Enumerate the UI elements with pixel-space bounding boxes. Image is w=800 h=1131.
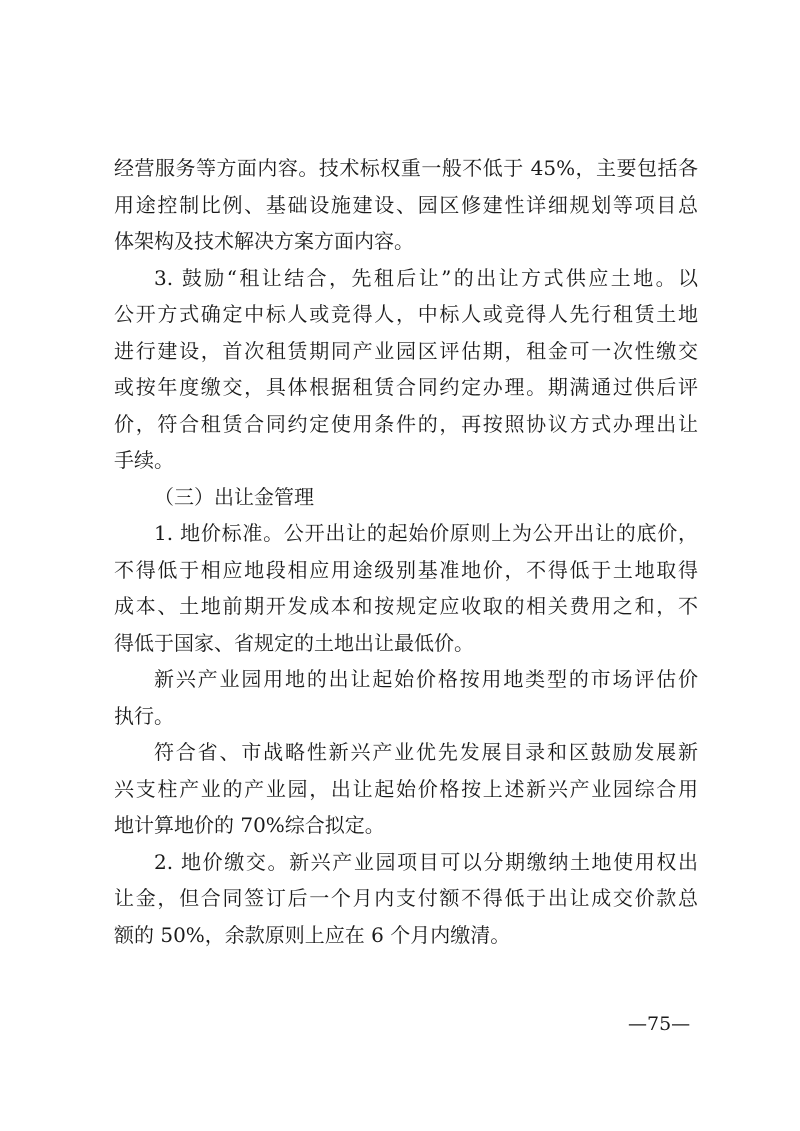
text-line: 或按年度缴交，具体根据租赁合同约定办理。期满通过供后评	[114, 375, 698, 399]
text-line: 公开方式确定中标人或竞得人，中标人或竞得人先行租赁土地	[114, 302, 698, 326]
item-1-heading-line: 1. 地价标准。公开出让的起始价原则上为公开出让的底价，	[154, 521, 698, 545]
item-3-heading-line: 3. 鼓励“租让结合，先租后让”的出让方式供应土地。以	[154, 265, 698, 290]
page-number: —75—	[628, 1013, 691, 1035]
paragraph-start-line: 新兴产业园用地的出让起始价格按用地类型的市场评估价	[154, 667, 698, 691]
text-line: 体架构及技术解决方案方面内容。	[114, 229, 414, 253]
text-line: 用途控制比例、基础设施建设、园区修建性详细规划等项目总	[114, 192, 698, 217]
text-line: 让金，但合同签订后一个月内支付额不得低于出让成交价款总	[114, 886, 698, 910]
text-line: 经营服务等方面内容。技术标权重一般不低于 45%，主要包括各	[114, 156, 698, 180]
text-line: 进行建设，首次租赁期同产业园区评估期，租金可一次性缴交	[114, 338, 698, 363]
document-body	[114, 150, 698, 953]
text-line: 不得低于相应地段相应用途级别基准地价，不得低于土地取得	[114, 557, 698, 582]
text-line: 地计算地价的 70%综合拟定。	[114, 813, 385, 837]
paragraph-start-line: 符合省、市战略性新兴产业优先发展目录和区鼓励发展新	[154, 740, 698, 764]
text-line: 价，符合租赁合同约定使用条件的，再按照协议方式办理出让	[114, 411, 698, 436]
text-line: 额的 50%，余款原则上应在 6 个月内缴清。	[114, 922, 511, 947]
section-heading: （三）出让金管理	[154, 484, 314, 509]
text-line: 兴支柱产业的产业园，出让起始价格按上述新兴产业园综合用	[114, 776, 698, 801]
text-line: 成本、土地前期开发成本和按规定应收取的相关费用之和，不	[114, 594, 698, 618]
text-line: 执行。	[114, 703, 174, 728]
text-line: 得低于国家、省规定的土地出让最低价。	[114, 630, 474, 655]
item-2-heading-line: 2. 地价缴交。新兴产业园项目可以分期缴纳土地使用权出	[154, 849, 698, 874]
text-line: 手续。	[114, 448, 174, 472]
